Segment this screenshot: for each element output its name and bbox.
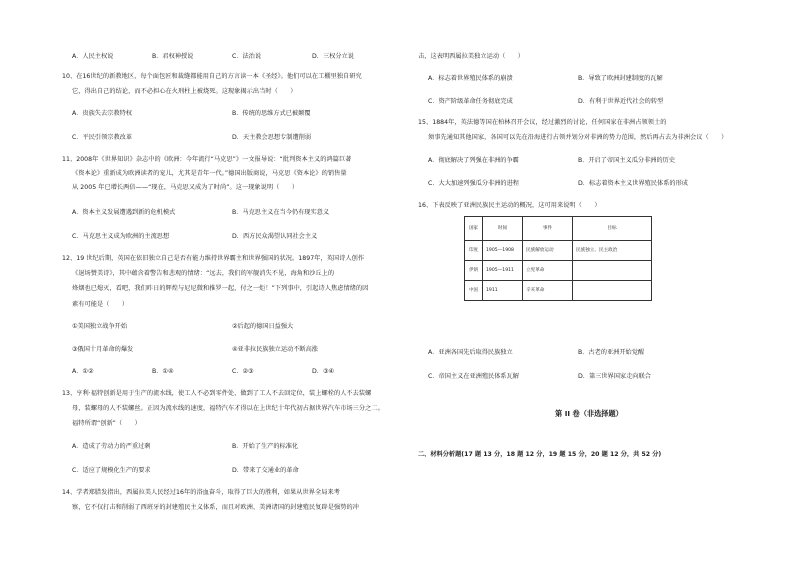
q13-option-b: B．开始了生产的标准化 [232, 443, 299, 450]
q16-option-b: B．古老的亚洲开始觉醒 [578, 349, 645, 356]
q15-option-c: C．大大加速列强瓜分非洲的进程 [428, 180, 519, 187]
table-cell: 民族独立、民主政治 [573, 241, 652, 261]
q15-option-d: D．标志着资本主义世界殖民体系的形成 [578, 180, 688, 187]
table-cell: 立宪革命 [523, 261, 573, 281]
table-header-cell: 国家 [465, 217, 483, 241]
table-row [465, 281, 652, 301]
q12-option-c: C．②③ [232, 368, 254, 375]
q9-option-a: A．人民主权说 [72, 53, 114, 60]
q10-text-line: 它，得出自己的结论，而不必担心在火刑柱上被烧死。这现象揭示出当时（ ） [72, 88, 297, 95]
q11-text-line: 从 2005 年已增长两倍——“现在，马克思又成为了时尚”。这一现象说明（ ） [72, 184, 299, 191]
q12-text-line: 素有可能是（ ） [72, 301, 129, 308]
q9-option-d: D．三权分立说 [312, 53, 354, 60]
q10-option-b: B．传统的思维方式已被颠覆 [232, 110, 311, 117]
q13-text-line: 福特所谓“创新”（ ） [72, 420, 141, 427]
table-row [465, 241, 652, 261]
q12-text-line: 烽烟也已熄灭，看吧，我们昨日的辉煌与尼尼微和推罗一起，付之一炬！”下列事中，引起诗人焦虑情绪的因 [72, 285, 369, 292]
q11-option-d: D．西方民众渴望认同社会主义 [232, 233, 318, 240]
q12-item-1: ①美国独立战争开始 [72, 323, 128, 330]
q12-text-line: 《退场赞美诗》，其中蕴含着警告和悲观的情绪：“远去，我们的军舰消失不见，海角和沙丘上的 [72, 270, 335, 277]
q16-option-a: A．亚洲各国先后取得民族独立 [428, 349, 513, 356]
q14-option-a: A．标志着世界殖民体系的崩溃 [428, 75, 513, 82]
table-cell: 辛亥革命 [523, 281, 573, 301]
q13-option-d: D．带来了交通业的革命 [232, 467, 299, 474]
q11-option-b: B．马克思主义在当今仍有现实意义 [232, 209, 330, 216]
q14-text-line: 察，它不仅打击和削弱了西班牙的封建殖民主义体系，而且对欧洲、美洲诸国的封建殖民复辟是强势的冲 [72, 504, 359, 511]
table-cell: 1905—1908 [483, 241, 523, 261]
q16-option-d: D．第三世界国家走向联合 [578, 373, 651, 380]
table-cell: 民族解放运动 [523, 241, 573, 261]
table-cell: 1911 [483, 281, 523, 301]
q15-text-line: 15、1884年，英法德等国在柏林召开会议，经过激烈的讨论，任何国家在非洲占领领土的 [418, 119, 667, 126]
q12-item-3: ③俄国十月革命的爆发 [72, 346, 134, 353]
q9-option-b: B．君权神授说 [152, 53, 194, 60]
q10-text-line: 10、在16世纪的新教地区，每个面包匠和裁缝都能用自己的方言读一本《圣经》。他们可以在工棚里独自研究 [62, 73, 362, 80]
q13-text-line: 母，装螺母的人不装螺丝。正因为流水线的速度，福特汽车才得以在上世纪十年代初占据世界汽车市场三分之二。 [72, 405, 384, 412]
section-subtitle: 二、材料分析题(17 题 13 分，18 题 12 分，19 题 15 分，20 题 12 分，共 52 分) [418, 451, 662, 458]
table-cell [573, 261, 652, 281]
q12-option-b: B．①④ [152, 368, 174, 375]
q10-option-c: C．平民引领宗教改革 [72, 134, 133, 141]
q14-option-b: B．导致了欧洲封建制度的瓦解 [578, 75, 663, 82]
q15-option-b: B．开启了帝国主义瓜分非洲的历史 [578, 157, 676, 164]
q11-text-line: 《资本论》重新成为欧洲读者的宠儿，尤其是青年一代。”德国出版商说，马克思《资本论》的销售量 [72, 170, 347, 177]
table-cell: 印度 [465, 241, 483, 261]
q9-option-c: C．法治说 [232, 53, 262, 60]
q12-item-4: ④亚非拉民族独立运动不断高涨 [232, 346, 318, 353]
table-cell [573, 281, 652, 301]
asia-movement-table [464, 216, 652, 301]
table-header-cell: 时间 [483, 217, 523, 241]
q14-option-d: D．有利于世界近代社会的转型 [578, 98, 664, 105]
table-row [465, 261, 652, 281]
q14-text-line: 14、学者郑腊发指出，西属拉美人民经过16年的浴血奋斗，取得了巨大的胜利，如果从世界全局来考 [62, 489, 340, 496]
q12-item-2: ②后起的德国日益强大 [232, 323, 294, 330]
q11-text-line: 11、2008年《世界知识》杂志中的《欧洲：今年流行“马克思”》一文报导说：“批判资本主义的鸿篇巨著 [62, 156, 352, 163]
q11-option-a: A．资本主义发展遭遇到新的危机模式 [72, 209, 176, 216]
table-header-cell: 事件 [523, 217, 573, 241]
q12-option-a: A．①② [72, 368, 94, 375]
q13-text-line: 13、亨利·福特创新是用于生产的流水线，使工人不必到零件处，做到了工人不去回定位，装上螺栓的人不去装螺 [62, 390, 372, 397]
table-cell: 伊朗 [465, 261, 483, 281]
table-cell: 中国 [465, 281, 483, 301]
q16-text-line: 16、下表反映了亚洲民族民主运动的概况，这可用来说明（ ） [418, 202, 601, 209]
section-title: 第 II 卷（非选择题） [555, 409, 623, 418]
q14-continuation: 击，这表明西属拉美独立运动（ ） [418, 53, 525, 60]
q16-option-c: C．帝国主义在亚洲殖民体系瓦解 [428, 373, 519, 380]
q14-option-c: C．资产阶级革命任务彻底完成 [428, 98, 513, 105]
q12-text-line: 12、19 世纪后期，英国在依旧独立自己是否有能力维持世界霸主和世界强国的状况。1897年，英国诗人创作 [62, 255, 365, 262]
q15-option-a: A．彻底解决了列强在非洲的争霸 [428, 157, 519, 164]
q12-option-d: D．③④ [312, 368, 335, 375]
table-header-cell: 目标 [573, 217, 652, 241]
table-cell: 1905—1911 [483, 261, 523, 281]
table-header-row [465, 217, 652, 241]
q13-option-a: A．造成了劳动力的严重过剩 [72, 443, 151, 450]
q13-option-c: C．适应了规模化生产的要求 [72, 467, 151, 474]
q10-option-d: D．天主教会思想专制遭削弱 [232, 134, 312, 141]
q11-option-c: C．马克思主义成为欧洲的主流思想 [72, 233, 170, 240]
q15-text-line: 须事先通知其他国家，各国可以先在沿海进行占领并划分对非洲的势力范围，然后再占去为非洲会议（ ） [428, 134, 728, 141]
q10-option-a: A．贵族失去宗教特权 [72, 110, 132, 117]
